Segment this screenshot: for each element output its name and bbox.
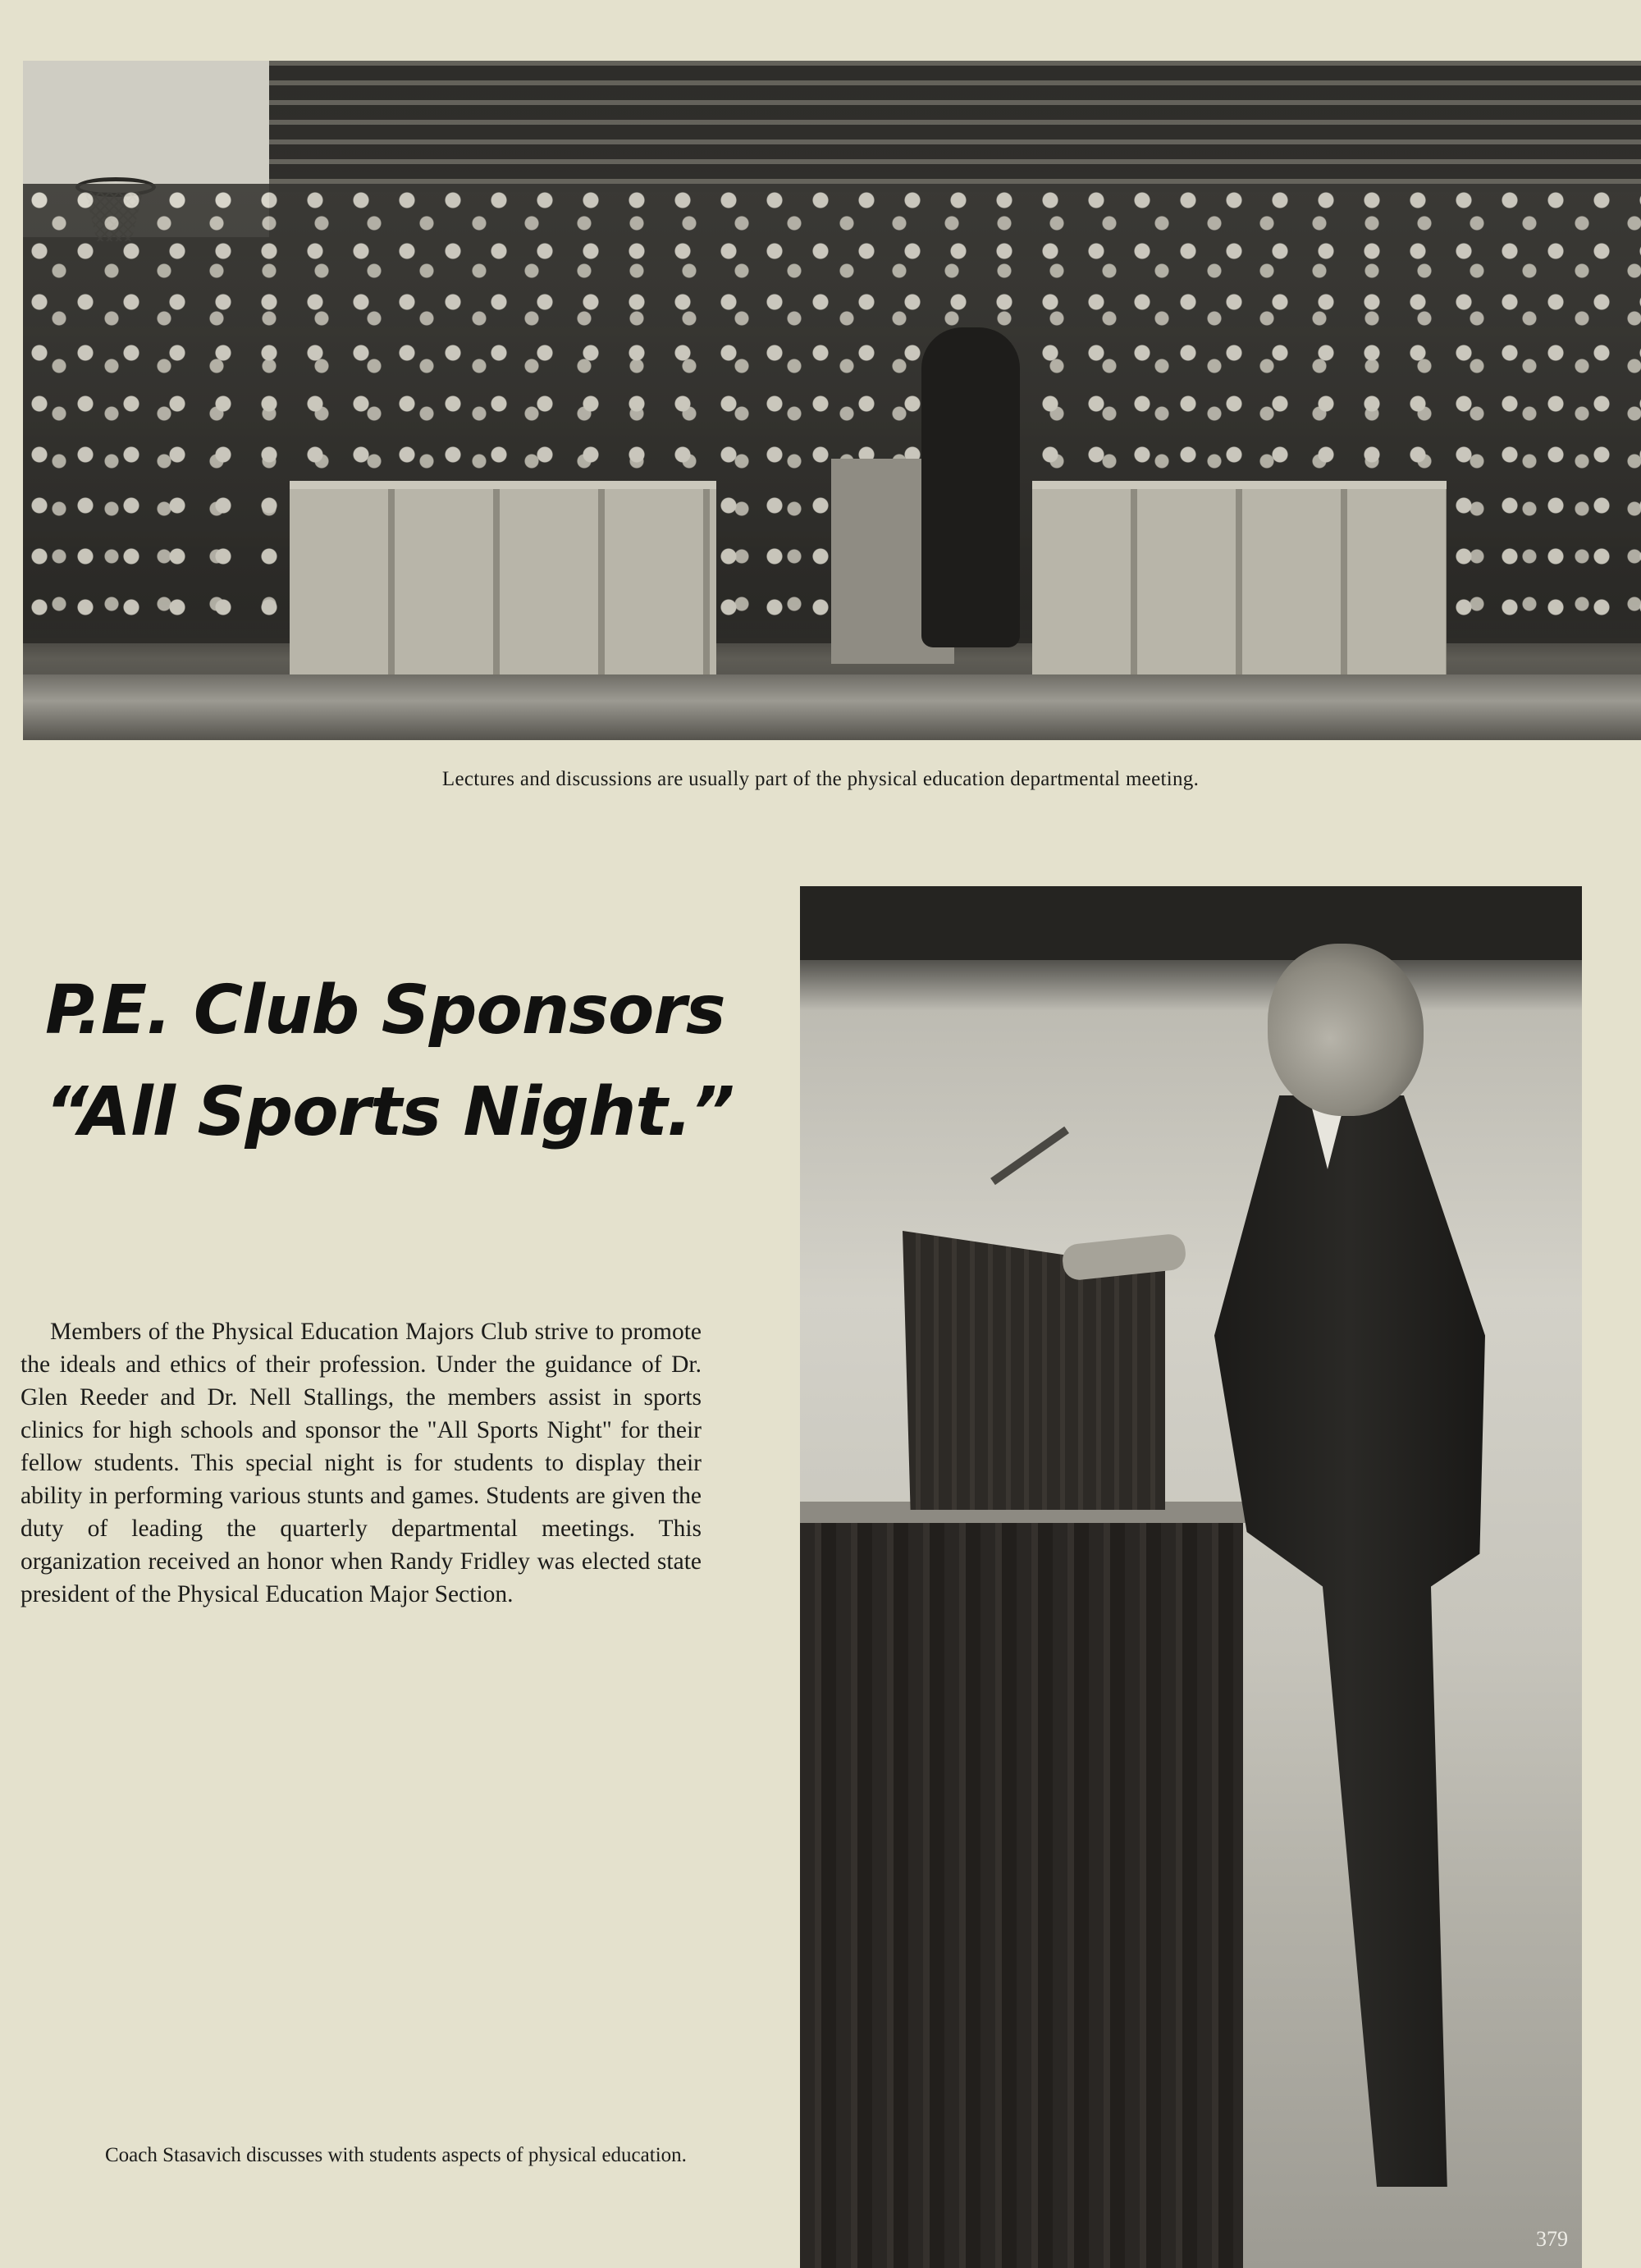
empty-chairs-right — [1032, 481, 1447, 686]
top-photo-caption: Lectures and discussions are usually part of the physical education departmental meeting. — [441, 768, 1200, 790]
microphone — [990, 1127, 1069, 1185]
speaker-hands — [1061, 1232, 1187, 1281]
article-headline — [45, 960, 784, 1164]
lectern-stand — [800, 1502, 1243, 2268]
ceiling-beam — [800, 886, 1582, 960]
headline-line-2: “All Sports Night.” — [45, 1073, 734, 1151]
speaker-photo — [800, 886, 1582, 2268]
speaker-suit — [1214, 1095, 1485, 2187]
standing-woman — [921, 327, 1020, 647]
headline-line-1: P.E. Club Sponsors — [45, 972, 725, 1049]
empty-chairs-left — [290, 481, 716, 686]
speaker-photo-caption: Coach Stasavich discusses with students aspects of physical education. — [105, 2144, 687, 2166]
gym-floor — [23, 674, 1641, 740]
page-number: 379 — [1536, 2227, 1568, 2251]
speaker-head — [1268, 944, 1424, 1116]
article-body: Members of the Physical Education Majors Club strive to promote the ideals and ethics of their profession. Under the guidance of Dr. Glen Reeder and Dr. Nell Stallings, the members assist in sports clinics for high schools and sponsor the "All Sports Night" for their fellow students. This special night is for students to display their ability in performing various stunts and games. Students are given the duty of leading the quarterly departmental meetings. This organization received an honor when Randy Fridley was elected state president of the Physical Education Major Section. — [21, 1319, 702, 1607]
bleachers — [269, 61, 1641, 192]
meeting-photo — [23, 61, 1641, 740]
